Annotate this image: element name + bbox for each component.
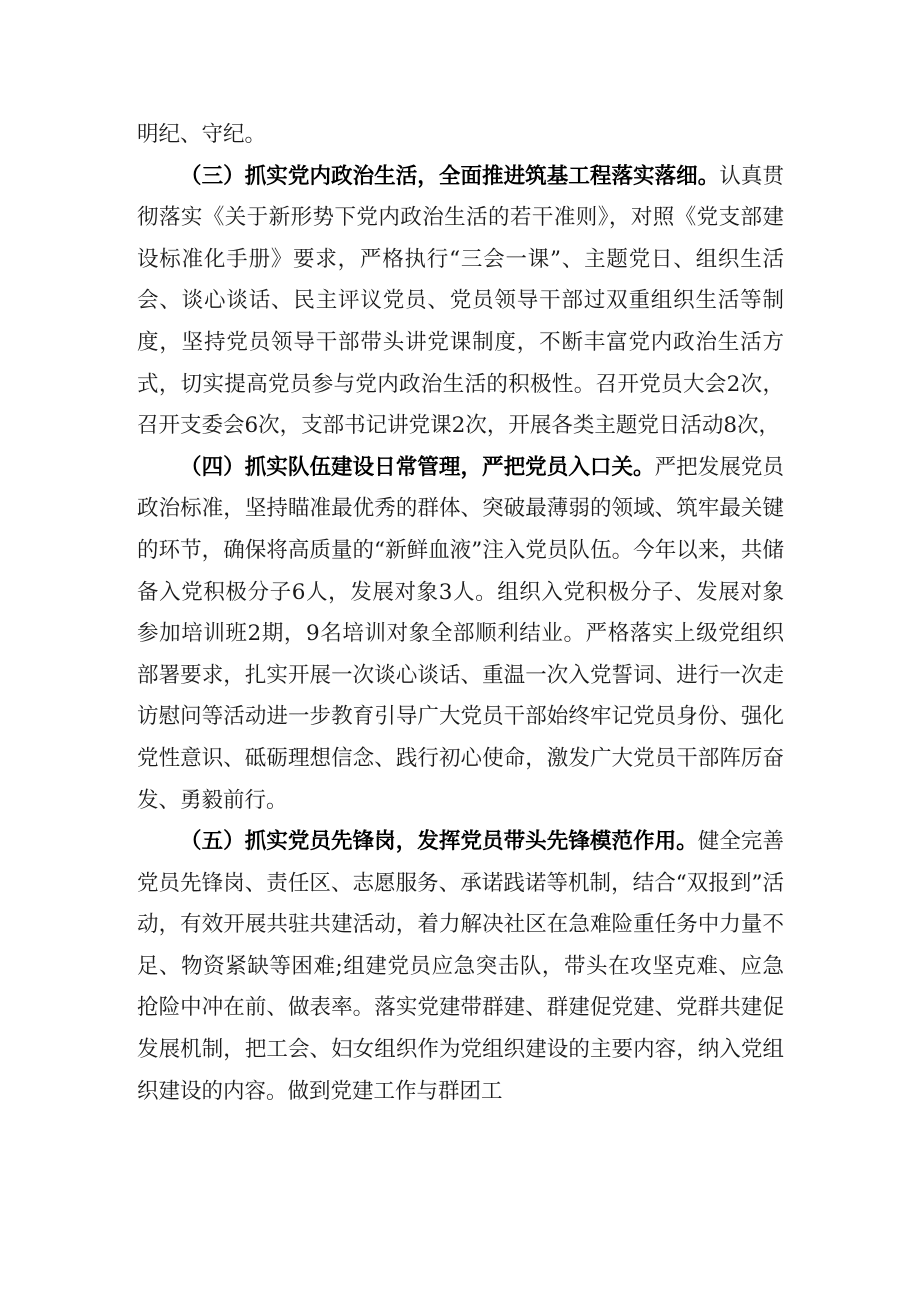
paragraph-continuation bbox=[137, 114, 784, 156]
paragraph-text: 健全完善党员先锋岗、责任区、志愿服务、承诺践诺等机制，结合“双报到”活动，有效开展共驻共建活动，着力解决社区在急难险重任务中力量不足、物资紧缺等困难;组建党员应急突击队，带头在攻坚克难、应急抢险中冲在前、做表率。落实党建带群建、群建促党建、党群共建促发展机制，把工会、妇女组织作为党组织建设的主要内容，纳入党组织建设的内容。做到党建工作与群团工 bbox=[137, 829, 784, 1104]
paragraph-vanguard-post bbox=[137, 821, 784, 1112]
paragraph-text: 严把发展党员政治标准，坚持瞄准最优秀的群体、突破最薄弱的领域、筑牢最关键的环节，确保将高质量的“新鲜血液”注入党员队伍。今年以来，共储备入党积极分子6人，发展对象3人。组织入党积极分子、发展对象参加培训班2期，9名培训对象全部顺利结业。严格落实上级党组织部署要求，扎实开展一次谈心谈话、重温一次入党誓词、进行一次走访慰问等活动进一步教育引导广大党员干部始终牢记党员身份、强化党性意识、砥砺理想信念、践行初心使命，激发广大党员干部阵厉奋发、勇毅前行。 bbox=[137, 454, 784, 813]
paragraph-party-political-life bbox=[137, 156, 784, 447]
document-body bbox=[137, 114, 784, 1112]
section-heading-3: （三）抓实党内政治生活，全面推进筑基工程落实落细。 bbox=[180, 163, 720, 189]
paragraph-text: 认真贯彻落实《关于新形势下党内政治生活的若干准则》，对照《党支部建设标准化手册》要求，严格执行“三会一课”、主题党日、组织生活会、谈心谈话、民主评议党员、党员领导干部过双重组织生活等制度，坚持党员领导干部带头讲党课制度，不断丰富党内政治生活方式，切实提高党员参与党内政治生活的积极性。召开党员大会2次，召开支委会6次，支部书记讲党课2次，开展各类主题党日活动8次， bbox=[137, 163, 784, 439]
paragraph-team-building bbox=[137, 447, 784, 821]
section-heading-5: （五）抓实党员先锋岗，发挥党员带头先锋模范作用。 bbox=[180, 829, 698, 855]
section-heading-4: （四）抓实队伍建设日常管理，严把党员入口关。 bbox=[180, 454, 655, 480]
paragraph-text: 明纪、守纪。 bbox=[137, 122, 267, 147]
